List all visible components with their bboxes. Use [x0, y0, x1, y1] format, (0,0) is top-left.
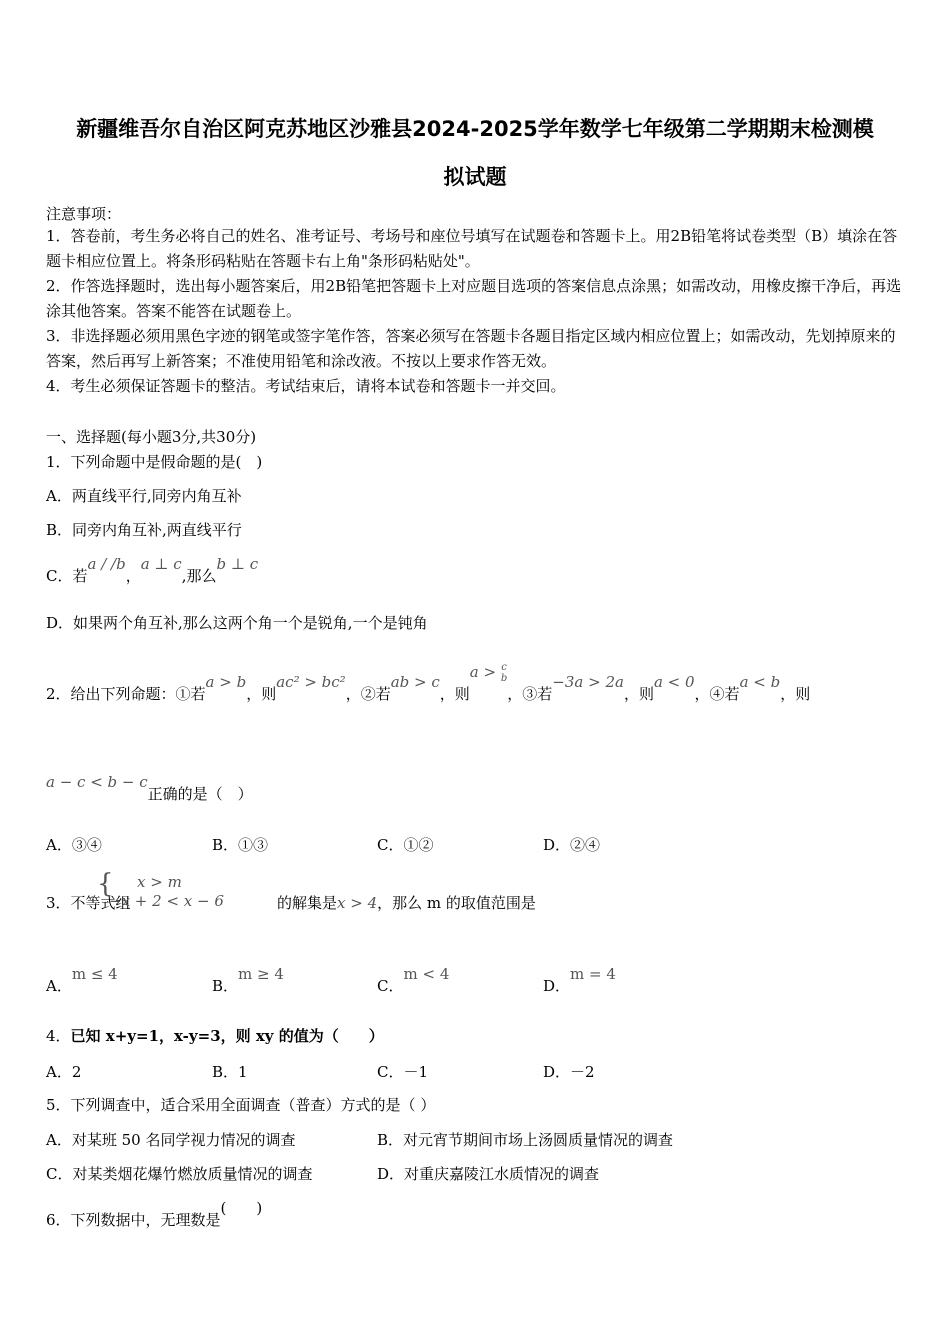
q1-stem: 1．下列命题中是假命题的是( )	[46, 453, 263, 471]
q3-brace: {	[97, 869, 114, 899]
q2-three: ，③若	[507, 685, 553, 703]
q5-stem: 5．下列调查中，适合采用全面调查（普查）方式的是（ ）	[46, 1096, 436, 1114]
q2-math7: a < b	[739, 673, 781, 691]
q3-b-label: B．	[212, 977, 239, 995]
q3-d-math: m = 4	[570, 965, 616, 983]
q2-stem-cont	[46, 773, 253, 804]
notice-item-1: 1．答卷前，考生务必将自己的姓名、准考证号、考场号和座位号填写在试题卷和答题卡上。用2B铅笔将试卷类型（B）填涂在答题卡相应位置上。将条形码粘贴在答题卡右上角"条形码粘贴处"。	[46, 227, 898, 270]
q2-frac-num: c	[501, 662, 507, 673]
q3-mid: 的解集是	[277, 894, 338, 912]
q3-b-math: m ≥ 4	[238, 965, 284, 983]
q1-option-b: B．同旁内角互补,两直线平行	[46, 521, 242, 539]
q2-option-c: C．①②	[377, 836, 434, 854]
notice-item-3: 3．非选择题必须用黑色字迹的钢笔或签字笔作答，答案必须写在答题卡各题目指定区域内相应位置上；如需改动，先划掉原来的答案，然后再写上新答案；不准使用铅笔和涂改液。不按以上要求作答无效。	[46, 327, 896, 370]
q2-tail: 正确的是（ ）	[147, 785, 253, 803]
q2-stem	[46, 662, 811, 706]
q1-c-math1: a / /b	[87, 555, 126, 573]
q4-option-d: D．－2	[543, 1063, 595, 1081]
section-heading: 一、选择题(每小题3分,共30分)	[46, 428, 257, 446]
q3-option-d	[543, 965, 616, 996]
q3-a-label: A．	[46, 977, 72, 995]
q1-option-a: A．两直线平行,同旁内角互补	[46, 487, 242, 505]
q3-sys-row1: x > m	[137, 873, 182, 891]
q6-text: 6．下列数据中，无理数是	[46, 1211, 221, 1229]
q2-math3: ab > c	[390, 673, 440, 691]
q4-num: 4．	[46, 1027, 71, 1045]
q2-frac-den: b	[500, 673, 508, 684]
q1-option-c	[46, 555, 259, 586]
q2-math4-a: a >	[469, 663, 497, 681]
q1-c-math2: a ⊥ c	[140, 555, 182, 573]
q6-stem	[46, 1199, 263, 1230]
notice-item-4: 4．考生必须保证答题卡的整洁。考试结束后，请将本试卷和答题卡一并交回。	[46, 377, 566, 395]
q5-option-a: A．对某班 50 名同学视力情况的调查	[46, 1131, 296, 1149]
q5-option-d: D．对重庆嘉陵江水质情况的调查	[377, 1165, 600, 1183]
exam-title-line1: 新疆维吾尔自治区阿克苏地区沙雅县2024-2025学年数学七年级第二学期期末检测模	[76, 117, 874, 141]
q2-option-b: B．①③	[212, 836, 269, 854]
q2-math1: a > b	[205, 673, 247, 691]
q2-four: ，④若	[694, 685, 740, 703]
q4-option-a: A．2	[46, 1063, 82, 1081]
q3-c-math: m < 4	[403, 965, 450, 983]
q5-option-b: B．对元宵节期间市场上汤圆质量情况的调查	[377, 1131, 674, 1149]
q2-num: 2．给出下列命题：①若	[46, 685, 206, 703]
q4-text: 已知 x+y=1，x-y=3，则 xy 的值为（ ）	[70, 1027, 384, 1045]
notice-heading: 注意事项：	[46, 205, 122, 223]
q2-math6: a < 0	[653, 673, 695, 691]
q3-option-a	[46, 965, 118, 996]
q2-ze4: ，则	[780, 685, 811, 703]
q1-option-d: D．如果两个角互补,那么这两个角一个是锐角,一个是钝角	[46, 614, 428, 632]
q2-ze2: ，则	[439, 685, 470, 703]
q2-option-a: A．③④	[46, 836, 102, 854]
q3-solution: x > 4	[337, 894, 378, 912]
q2-math4-frac	[501, 662, 507, 684]
q1-c-prefix: C．若	[46, 567, 88, 585]
q3-inequality-system	[97, 869, 272, 913]
q1-c-then: ,那么	[181, 567, 217, 585]
q4-option-b: B．1	[212, 1063, 248, 1081]
q3-stem-rest	[277, 893, 536, 913]
q2-ze3: ，则	[623, 685, 654, 703]
q3-num: 3．不等式组	[46, 894, 131, 912]
q4-option-c: C．－1	[377, 1063, 429, 1081]
q6-paren: ( )	[220, 1199, 263, 1217]
q2-two: ，②若	[345, 685, 391, 703]
q2-math2: ac² > bc²	[276, 673, 346, 691]
exam-title-line2: 拟试题	[443, 165, 507, 189]
notice-item-2: 2．作答选择题时，选出每小题答案后，用2B铅笔把答题卡上对应题目选项的答案信息点涂黑；如需改动，用橡皮擦干净后，再选涂其他答案。答案不能答在试题卷上。	[46, 277, 902, 320]
q4-stem	[46, 1026, 384, 1046]
q3-option-c	[377, 965, 450, 996]
q3-c-label: C．	[377, 977, 404, 995]
q1-c-math3: b ⊥ c	[216, 555, 259, 573]
q2-math4	[469, 662, 508, 684]
q5-option-c: C．对某类烟花爆竹燃放质量情况的调查	[46, 1165, 313, 1183]
q2-option-d: D．②④	[543, 836, 601, 854]
q2-math5: −3a > 2a	[552, 673, 624, 691]
q2-ze1: ，则	[246, 685, 277, 703]
q3-tail: ，那么 m 的取值范围是	[377, 894, 536, 912]
q2-math8: a − c < b − c	[46, 773, 148, 791]
q3-d-label: D．	[543, 977, 571, 995]
q3-a-math: m ≤ 4	[71, 965, 118, 983]
q3-sys-row2: −x + 2 < x − 6	[109, 892, 224, 910]
q1-c-sep: ，	[125, 567, 141, 585]
q3-option-b	[212, 965, 284, 996]
